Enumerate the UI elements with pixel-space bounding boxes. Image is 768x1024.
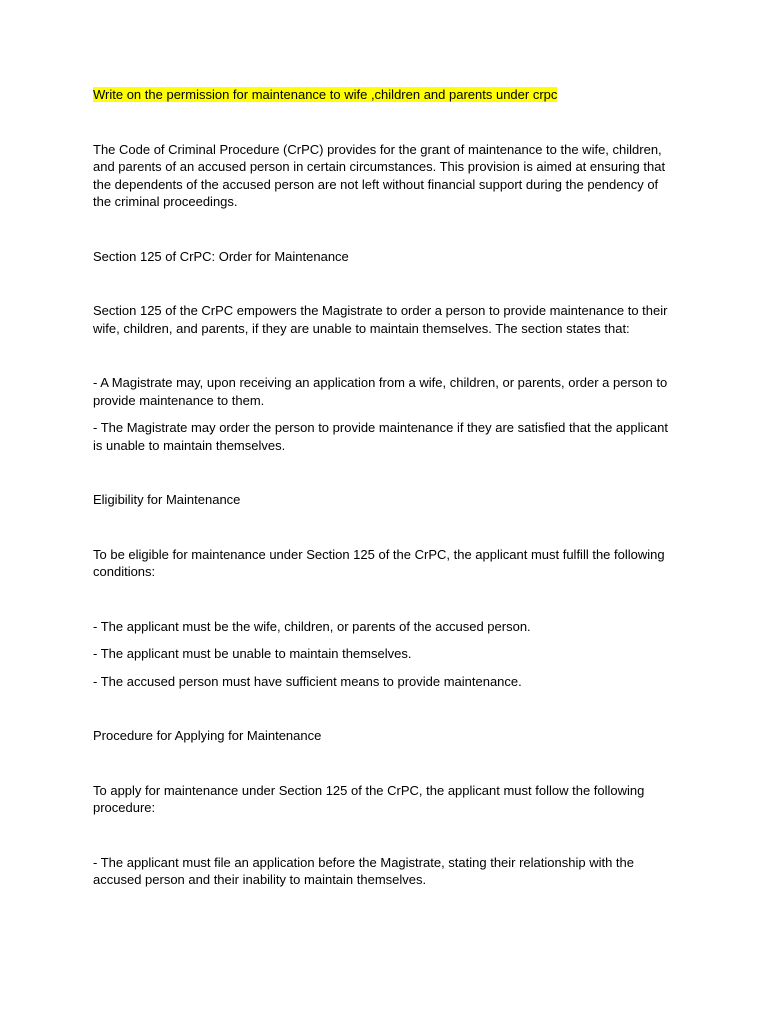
section125-paragraph: Section 125 of the CrPC empowers the Magistrate to order a person to provide maintenance to their wife, children, and parents, if they are unable to maintain themselves. The section states that: bbox=[93, 303, 668, 336]
intro-paragraph: The Code of Criminal Procedure (CrPC) provides for the grant of maintenance to the wife, children, and parents of an accused person in certain circumstances. This provision is aimed at ensuring that the dependents of the accused person are not left without financial support during the pendency of the criminal proceedings. bbox=[93, 141, 666, 209]
eligibility-paragraph: To be eligible for maintenance under Section 125 of the CrPC, the applicant must fulfill the following conditions: bbox=[93, 546, 665, 579]
document-body bbox=[93, 86, 678, 889]
document-title-line bbox=[93, 86, 678, 104]
eligibility-point: - The accused person must have sufficient means to provide maintenance. bbox=[93, 673, 522, 689]
spacer bbox=[93, 635, 678, 645]
spacer bbox=[93, 211, 678, 248]
spacer bbox=[93, 337, 678, 374]
eligibility-heading: Eligibility for Maintenance bbox=[93, 492, 241, 507]
section125-heading: Section 125 of CrPC: Order for Maintenance bbox=[93, 248, 349, 264]
spacer bbox=[93, 663, 678, 673]
spacer bbox=[93, 817, 678, 854]
document-title: Write on the permission for maintenance to wife ,children and parents under crpc bbox=[93, 87, 558, 102]
procedure-point: - The applicant must file an application before the Magistrate, stating their relationship with the accused person and their inability to maintain themselves. bbox=[93, 854, 635, 887]
spacer bbox=[93, 581, 678, 618]
procedure-paragraph: To apply for maintenance under Section 125 of the CrPC, the applicant must follow the following procedure: bbox=[93, 782, 645, 815]
section125-point: - The Magistrate may order the person to provide maintenance if they are satisfied that the applicant is unable to maintain themselves. bbox=[93, 420, 668, 453]
spacer bbox=[93, 690, 678, 727]
section125-point: - A Magistrate may, upon receiving an application from a wife, children, or parents, order a person to provide maintenance to them. bbox=[93, 375, 668, 408]
spacer bbox=[93, 745, 678, 782]
procedure-heading: Procedure for Applying for Maintenance bbox=[93, 728, 322, 743]
spacer bbox=[93, 265, 678, 302]
eligibility-point: - The applicant must be unable to maintain themselves. bbox=[93, 646, 412, 661]
spacer bbox=[93, 104, 678, 141]
spacer bbox=[93, 509, 678, 546]
spacer bbox=[93, 454, 678, 491]
spacer bbox=[93, 409, 678, 419]
eligibility-point: - The applicant must be the wife, children, or parents of the accused person. bbox=[93, 618, 531, 634]
